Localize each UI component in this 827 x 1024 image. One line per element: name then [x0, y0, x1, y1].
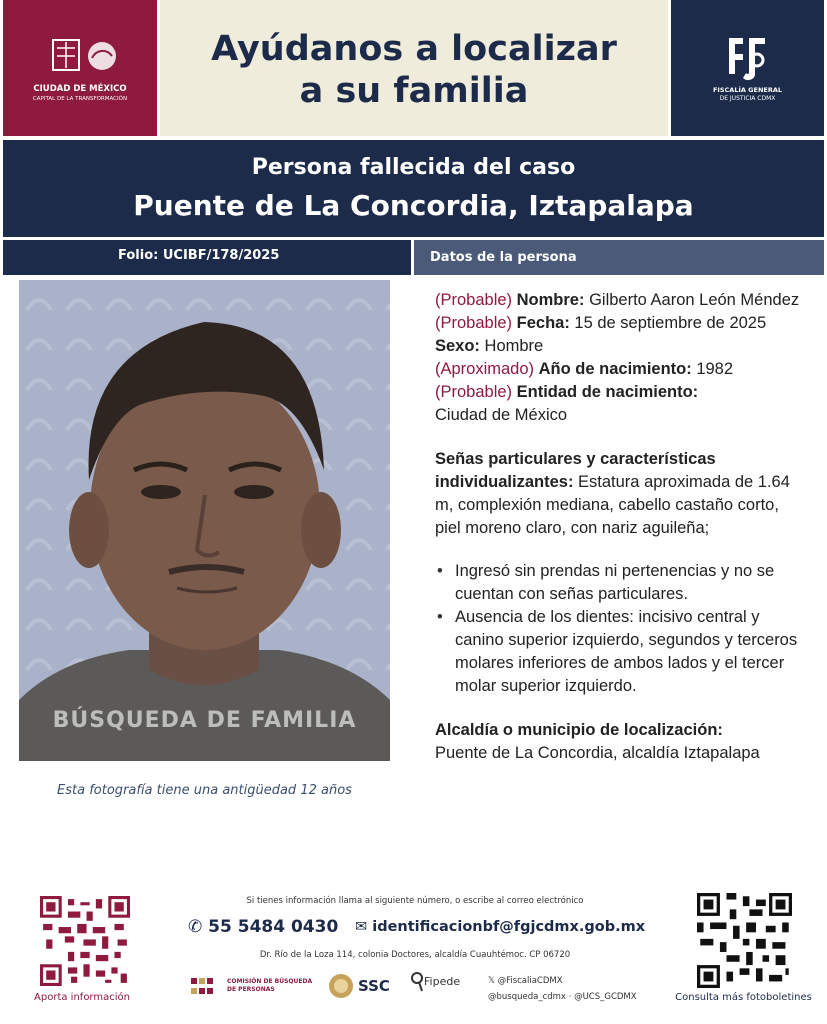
- phone-number: 55 5484 0430: [208, 917, 339, 937]
- detail-label: Entidad de nacimiento:: [516, 383, 699, 401]
- person-photo: [19, 280, 390, 761]
- qualifier: (Probable): [435, 291, 513, 309]
- detail-label: Sexo:: [435, 337, 480, 355]
- cdmx-logo-panel: [3, 0, 157, 136]
- datos-section-title: Datos de la persona: [414, 240, 824, 275]
- address: Dr. Río de la Loza 114, colonia Doctores, alcaldía Cuauhtémoc. CP 06720: [259, 950, 571, 960]
- phone-icon: ✆: [188, 917, 203, 937]
- detail-nacimiento: [435, 358, 805, 381]
- headline-line1: Ayúdanos a localizar: [211, 29, 617, 69]
- email-address: identificacionbf@fgjcdmx.gob.mx: [372, 919, 646, 935]
- detail-entidad: [435, 381, 805, 427]
- headline: [160, 0, 668, 112]
- fgj-logo-panel: [671, 0, 824, 136]
- case-band: [3, 140, 824, 237]
- detail-senas: [435, 448, 805, 540]
- phone-link[interactable]: [188, 917, 338, 937]
- qualifier: (Probable): [435, 314, 513, 332]
- x-handle-text: @FiscaliaCDMX: [497, 976, 563, 986]
- ssc-logo-text: SSC: [358, 977, 390, 995]
- fgj-logo-subtitle: DE JUSTICIA CDMX: [719, 95, 776, 102]
- fgj-logo-icon: [719, 30, 775, 86]
- detail-nombre: [435, 289, 805, 312]
- photo-caption: Esta fotografía tiene una antigüedad 12 años: [57, 783, 352, 798]
- detail-label: Alcaldía o municipio de localización:: [435, 721, 723, 739]
- ssc-badge-icon: [327, 972, 355, 1000]
- folio-label: Folio: UCIBF/178/2025: [3, 240, 411, 275]
- social-handles-line2[interactable]: @busqueda_cdmx · @UCS_GCDMX: [488, 992, 637, 1002]
- detail-value: Gilberto Aaron León Méndez: [589, 291, 800, 309]
- qr-right-label: Consulta más fotoboletines: [675, 992, 812, 1003]
- qr-left-label: Aporta información: [34, 992, 130, 1003]
- email-link[interactable]: [355, 919, 645, 935]
- detail-sexo: [435, 335, 805, 358]
- qr-code-left-icon[interactable]: [40, 896, 130, 986]
- x-logo-icon: 𝕏: [488, 976, 495, 986]
- detail-value: Puente de La Concordia, alcaldía Iztapalapa: [435, 744, 760, 762]
- detail-label: Señas particulares y características individualizantes:: [435, 450, 716, 491]
- cbp-logo-icon: [189, 976, 223, 998]
- cdmx-crest-icon: [47, 34, 121, 80]
- fgj-logo-title: FISCALÍA GENERAL: [712, 86, 783, 94]
- detail-value: Estatura aproximada de 1.64 m, complexión mediana, cabello castaño corto, piel moreno claro, con nariz aguileña;: [435, 473, 790, 537]
- photo-watermark: BÚSQUEDA DE FAMILIA: [52, 708, 357, 733]
- fipede-logo-icon: [410, 971, 424, 993]
- headline-panel: [160, 0, 668, 136]
- qualifier: (Probable): [435, 383, 513, 401]
- qualifier: (Aproximado): [435, 360, 535, 378]
- case-title: Puente de La Concordia, Iztapalapa: [133, 189, 694, 222]
- detail-label: Nombre:: [516, 291, 585, 309]
- qr-code-right-icon[interactable]: [697, 893, 792, 988]
- cdmx-logo-subtitle: CAPITAL DE LA TRANSFORMACIÓN: [32, 96, 128, 102]
- social-handles: [488, 973, 637, 1005]
- contact-info: Si tienes información llama al siguiente número, o escribe al correo electrónico: [246, 896, 584, 906]
- list-item: • Ingresó sin prendas ni pertenencias y no se cuentan con señas particulares.: [435, 560, 805, 606]
- senas-list: [435, 560, 805, 698]
- person-details: [435, 289, 805, 765]
- case-subtitle: Persona fallecida del caso: [251, 155, 576, 180]
- detail-value: Hombre: [484, 337, 544, 355]
- mail-icon: ✉: [355, 919, 368, 935]
- fipede-logo-text: Fipede: [424, 975, 461, 988]
- x-handle[interactable]: [488, 973, 637, 989]
- detail-value: 15 de septiembre de 2025: [574, 314, 767, 332]
- portrait-illustration: [19, 280, 390, 761]
- detail-alcaldia: [435, 719, 805, 765]
- cdmx-logo-title: CIUDAD DE MÉXICO: [33, 84, 127, 94]
- detail-label: Fecha:: [516, 314, 570, 332]
- detail-fecha: [435, 312, 805, 335]
- headline-line2: a su familia: [299, 71, 529, 111]
- list-item: • Ausencia de los dientes: incisivo central y canino superior izquierdo, segundos y terceros molares inferiores de ambos lados y el tercer molar superior izquierdo.: [435, 606, 805, 698]
- detail-label: Año de nacimiento:: [538, 360, 692, 378]
- cbp-logo-text: COMISIÓN DE BÚSQUEDA DE PERSONAS: [227, 978, 313, 993]
- detail-value: 1982: [696, 360, 734, 378]
- detail-value: Ciudad de México: [435, 406, 568, 424]
